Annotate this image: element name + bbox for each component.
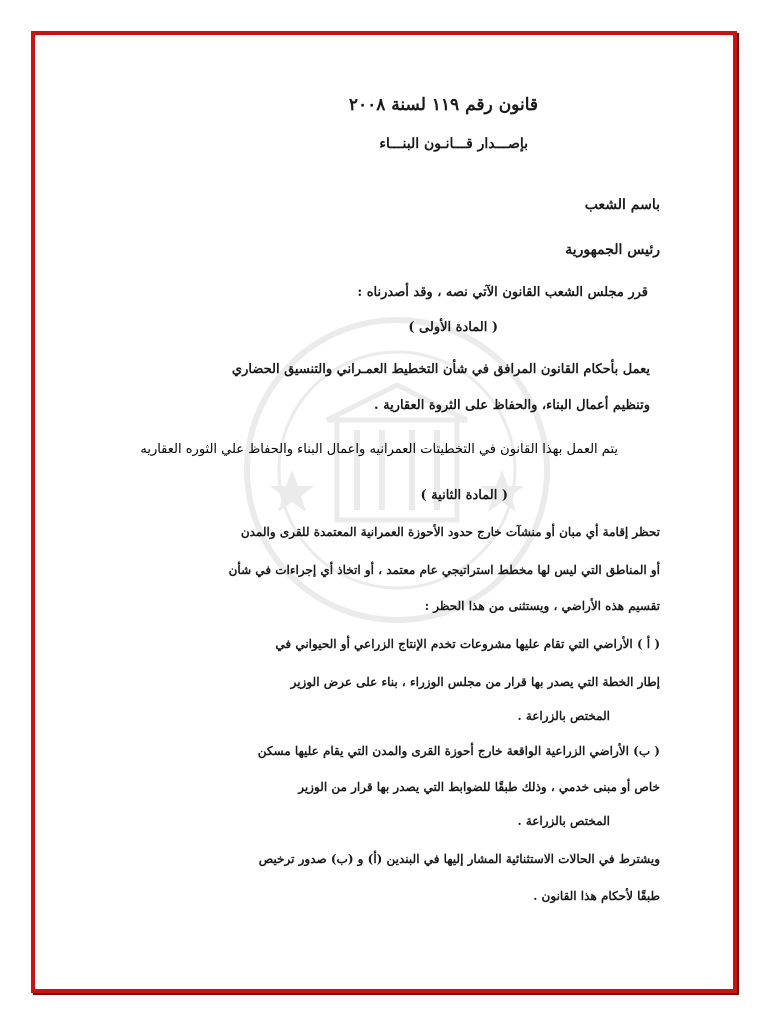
item-b-line: خاص أو مبنى خدمي ، وذلك طبقًا للضوابط التي يصدر بها قرار من الوزير <box>298 780 660 794</box>
typed-summary-note: يتم العمل بهذا القانون في التخطيتات العمرانيه واعمال البناء والحفاظ علي الثوره العقاريه <box>140 442 618 457</box>
in-the-name-of-the-people: باسم الشعب <box>584 197 660 213</box>
item-b-line: ( ب) الأراضي الزراعية الواقعة خارج أحوزة القرى والمدن التي يقام عليها مسكن <box>257 744 660 758</box>
decree-line: قرر مجلس الشعب القانون الآتي نصه ، وقد أصدرناه : <box>357 285 648 300</box>
article-2-line: تحظر إقامة أي مبان أو منشآت خارج حدود الأحوزة العمرانية المعتمدة للقرى والمدن <box>240 525 660 539</box>
article-2-heading: ( المادة الثانية ) <box>420 488 508 503</box>
article-2-line: تقسيم هذه الأراضي ، ويستثنى من هذا الحظر : <box>424 599 660 613</box>
president-of-the-republic: رئيس الجمهورية <box>565 242 660 258</box>
law-title: قانون رقم ١١٩ لسنة ٢٠٠٨ <box>348 95 538 115</box>
item-a-line: إطار الخطة التي يصدر بها قرار من مجلس الوزراء ، بناء على عرض الوزير <box>290 675 660 689</box>
closing-line: طبقًا لأحكام هذا القانون . <box>533 889 660 903</box>
item-b-line: المختص بالزراعة . <box>517 814 610 828</box>
article-1-heading: ( المادة الأولى ) <box>408 320 498 335</box>
law-subtitle: بإصـــدار قـــانـون البنـــاء <box>379 136 528 152</box>
article-2-line: أو المناطق التي ليس لها مخطط استراتيجي عام معتمد ، أو اتخاذ أي إجراءات في شأن <box>228 563 660 577</box>
closing-line: ويشترط في الحالات الاستثنائية المشار إليها في البندين (أ) و (ب) صدور ترخيص <box>258 852 660 866</box>
article-1-line: يعمل بأحكام القانون المرافق في شأن التخطيط العمـراني والتنسيق الحضاري <box>231 362 650 377</box>
item-a-line: ( أ ) الأراضي التي تقام عليها مشروعات تخدم الإنتاج الزراعي أو الحيواني في <box>275 637 660 651</box>
item-a-line: المختص بالزراعة . <box>517 709 610 723</box>
article-1-line: وتنظيم أعمال البناء، والحفاظ على الثروة العقارية . <box>374 398 650 413</box>
